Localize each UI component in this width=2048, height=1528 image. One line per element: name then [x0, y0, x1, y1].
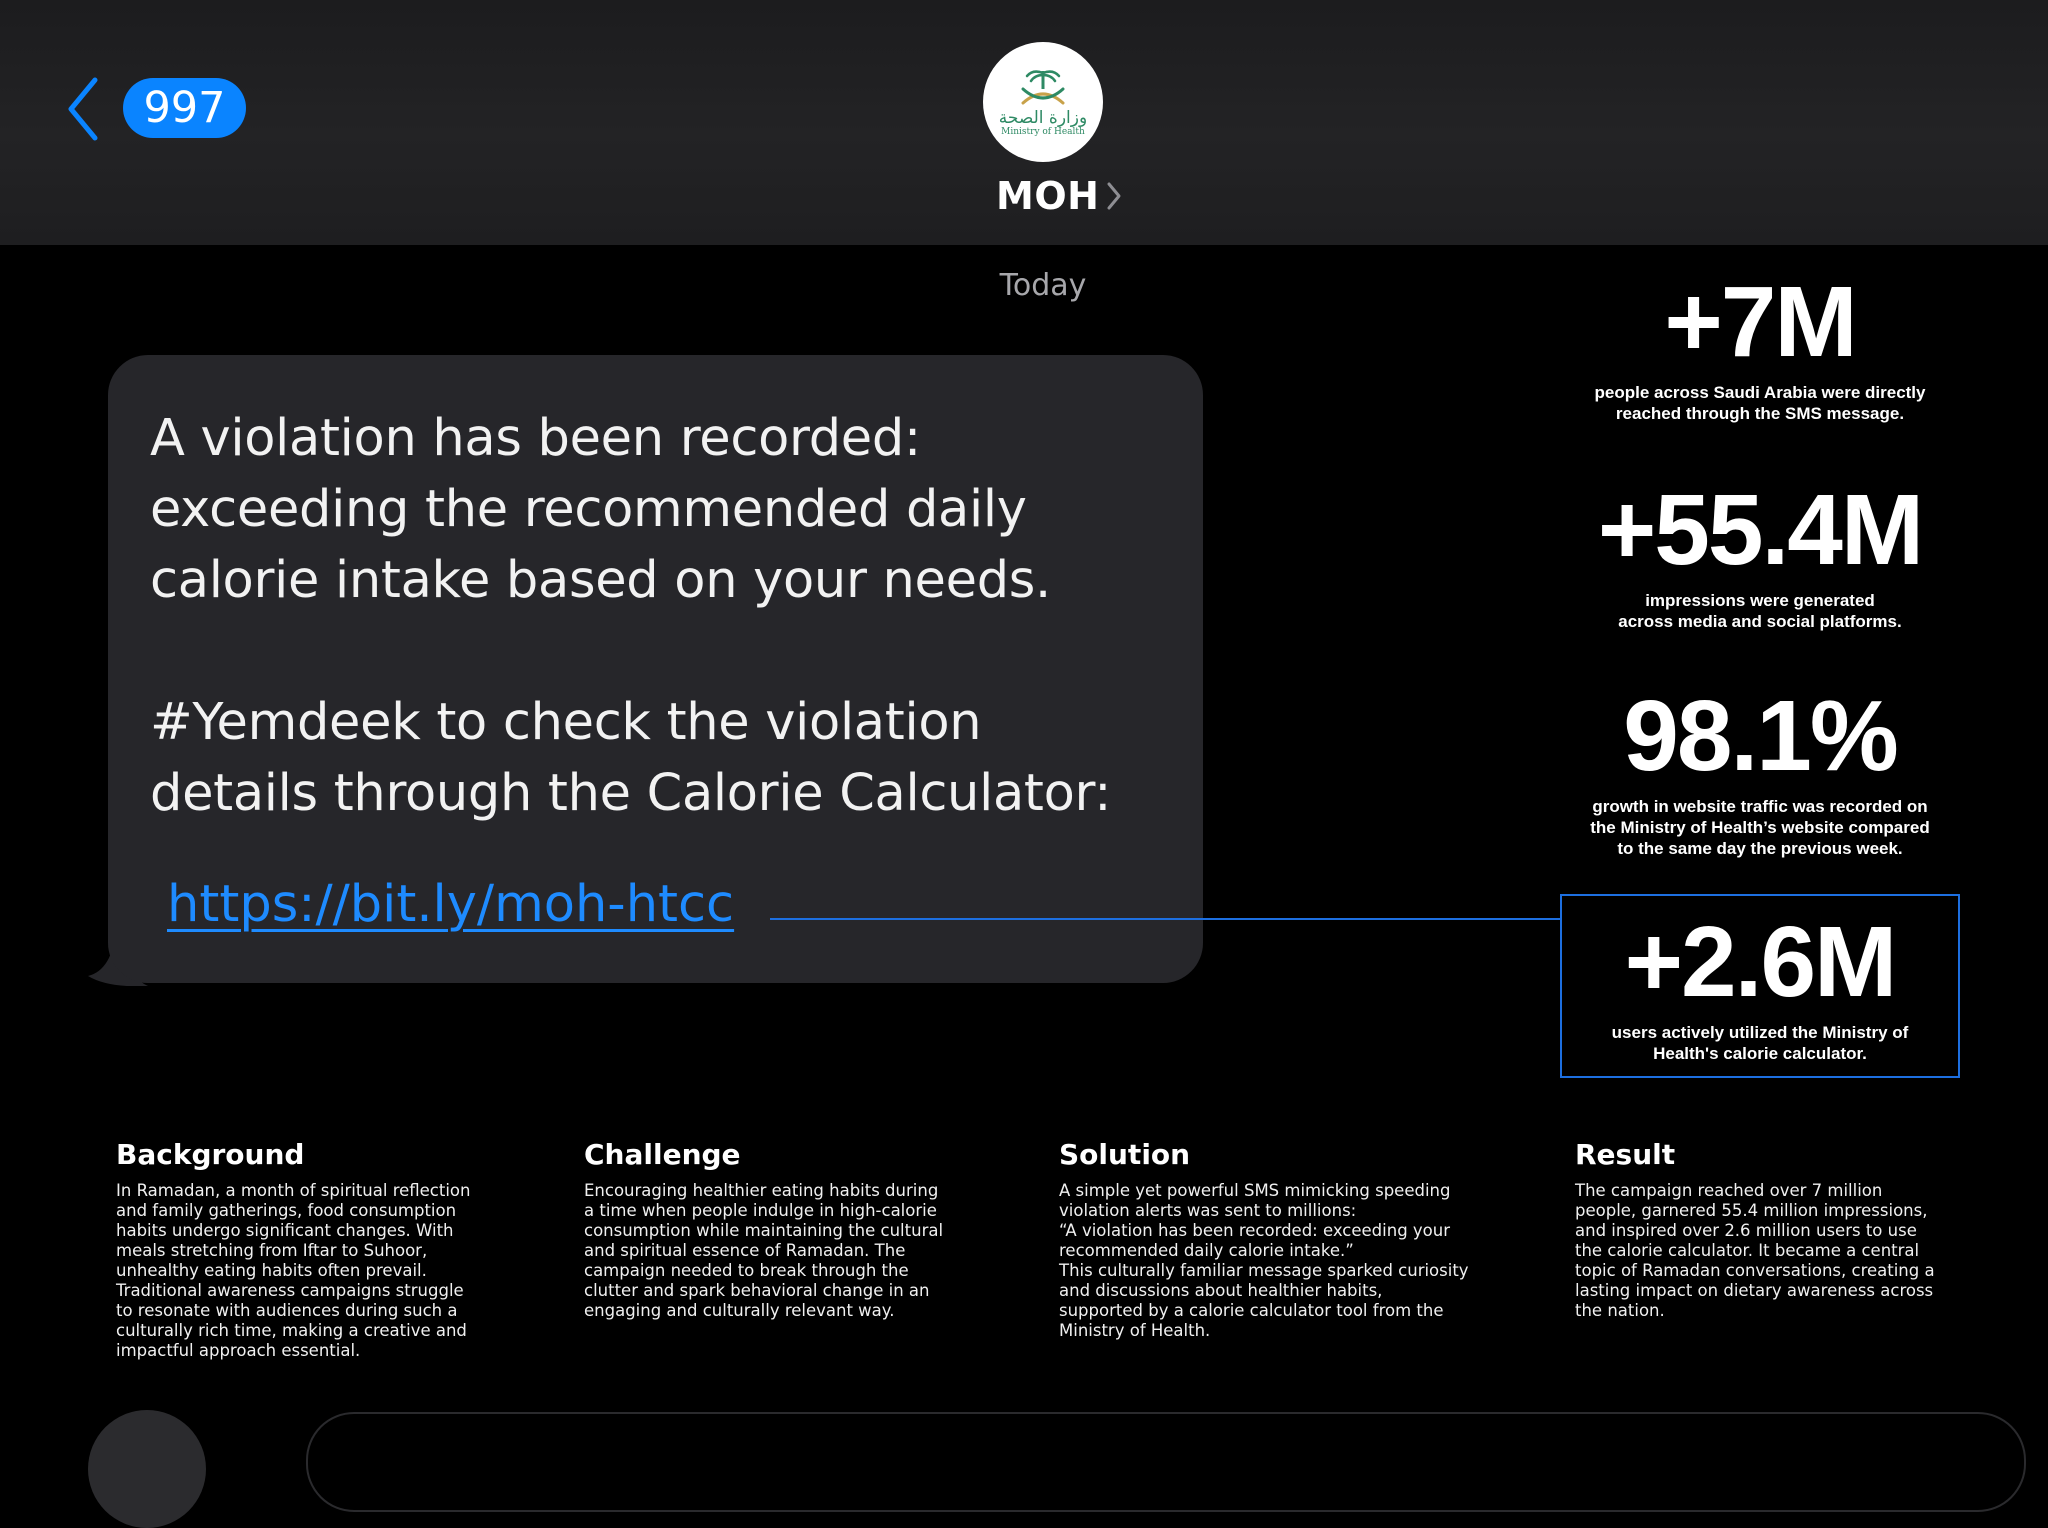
- case-background: [116, 1137, 516, 1361]
- logo-arabic-text: وزارة الصحة: [998, 108, 1088, 128]
- section-title: Solution: [1059, 1138, 1191, 1171]
- messages-header: [0, 0, 2048, 245]
- logo-english-text: Ministry of Health: [1001, 127, 1085, 137]
- stat-calculator-users: [1540, 906, 1980, 1064]
- message-text: A violation has been recorded: exceeding the recommended daily calorie intake based on your needs. #Yemdeek to check the violation details through the Calorie Calculator:: [150, 409, 1112, 823]
- stat-value: +2.6M: [1624, 906, 1896, 1018]
- stat-description: users actively utilized the Ministry of Health's calorie calculator.: [1611, 1023, 1909, 1063]
- stat-reach: [1540, 266, 1980, 424]
- stat-value: +7M: [1664, 266, 1856, 378]
- unread-count-badge[interactable]: 997: [123, 78, 246, 138]
- section-title: Challenge: [584, 1138, 741, 1171]
- stat-description: impressions were generated across media and social platforms.: [1618, 591, 1902, 631]
- stat-description: growth in website traffic was recorded on the Ministry of Health’s website compared to the same day the previous week.: [1590, 797, 1930, 858]
- section-title: Background: [116, 1138, 305, 1171]
- contact-name: MOH: [996, 174, 1100, 218]
- calorie-calculator-link[interactable]: https://bit.ly/moh-htcc: [167, 875, 735, 934]
- stat-impressions: [1540, 474, 1980, 632]
- section-body: A simple yet powerful SMS mimicking speeding violation alerts was sent to millions: “A violation has been recorded: exceeding your recommended daily calorie intake.” This culturally familiar message sparked curiosity and discussions about healthier habits, supported by a calorie calculator tool from the Ministry of Health.: [1059, 1181, 1469, 1340]
- section-body: Encouraging healthier eating habits during a time when people indulge in high-calorie consumption while maintaining the cultural and spiritual essence of Ramadan. The campaign needed to break through the clutter and spark behavioral change in an engaging and culturally relevant way.: [584, 1181, 944, 1320]
- contact-info-button[interactable]: [996, 174, 1123, 218]
- stat-value: +55.4M: [1597, 474, 1923, 586]
- stat-description: people across Saudi Arabia were directly reached through the SMS message.: [1594, 383, 1926, 423]
- date-separator: Today: [999, 268, 1087, 303]
- ministry-logo-icon: [1015, 67, 1071, 107]
- contact-avatar[interactable]: [983, 42, 1103, 162]
- link-connector-line: [770, 918, 1561, 920]
- case-result: [1575, 1137, 1975, 1321]
- chevron-left-icon[interactable]: [66, 76, 100, 142]
- section-body: In Ramadan, a month of spiritual reflection and family gatherings, food consumption habits undergo significant changes. With meals stretching from Iftar to Suhoor, unhealthy eating habits often prevail. Traditional awareness campaigns struggle to resonate with audiences during such a culturally rich time, making a creative and impactful approach essential.: [116, 1181, 471, 1360]
- section-title: Result: [1575, 1138, 1676, 1171]
- case-challenge: [584, 1137, 984, 1321]
- case-solution: [1059, 1137, 1499, 1341]
- message-input[interactable]: [306, 1412, 2026, 1512]
- stat-value: 98.1%: [1623, 680, 1897, 792]
- stat-traffic-growth: [1540, 680, 1980, 859]
- chevron-right-icon: [1105, 180, 1123, 212]
- section-body: The campaign reached over 7 million people, garnered 55.4 million impressions, and inspired over 2.6 million users to use the calorie calculator. It became a central topic of Ramadan conversations, creating a lasting impact on dietary awareness across the nation.: [1575, 1181, 1935, 1320]
- compose-add-button[interactable]: [88, 1410, 206, 1528]
